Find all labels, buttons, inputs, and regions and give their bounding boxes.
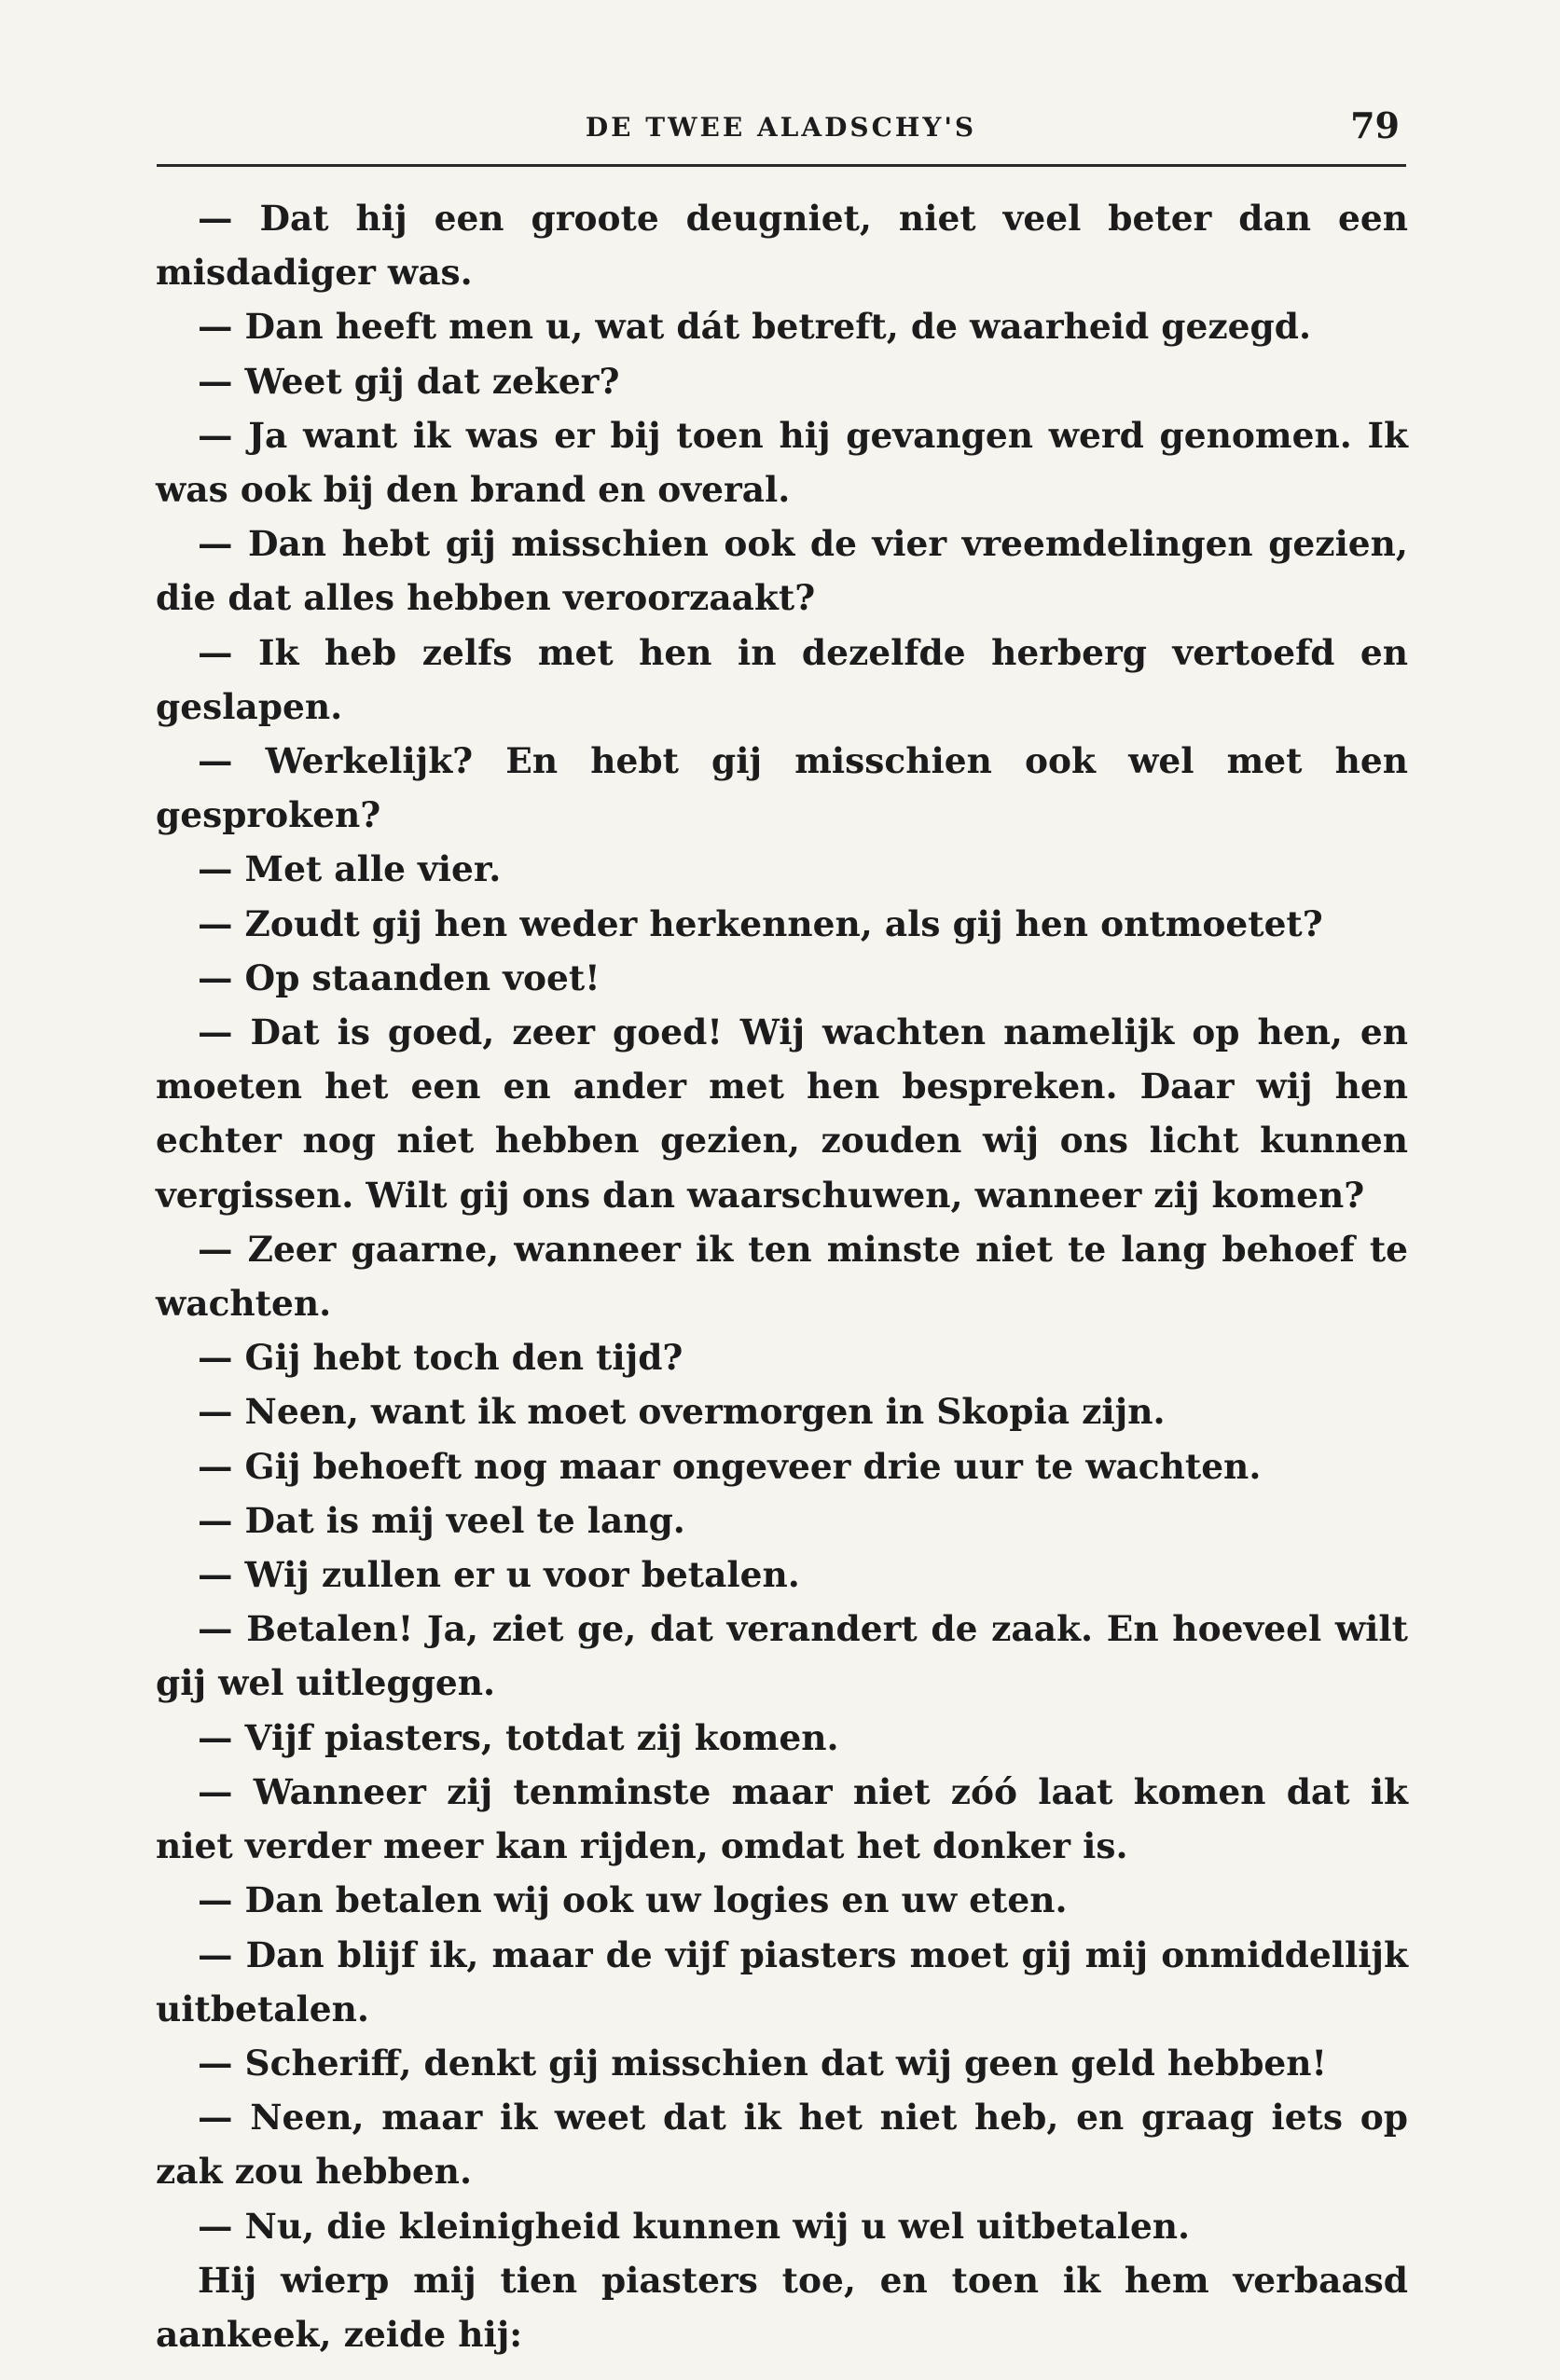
- paragraph: — Op staanden voet!: [198, 956, 601, 998]
- paragraph: — Wij zullen er u voor betalen.: [198, 1554, 800, 1596]
- body-text: [156, 191, 1408, 2361]
- paragraph: — Gij hebt toch den tijd?: [198, 1337, 683, 1379]
- paragraph: — Weet gij dat zeker?: [198, 360, 620, 402]
- paragraph: — Gij behoeft nog maar ongeveer drie uur te wachten.: [198, 1445, 1262, 1487]
- paragraph: — Dat is mij veel te lang.: [198, 1499, 685, 1541]
- paragraph: — Dat is goed, zeer goed! Wij wachten namelijk op hen, en moeten het een en ander met hen bespreken. Daar wij hen echter nog niet hebben gezien, zouden wij ons licht kunnen vergissen. Wilt gij ons dan waarschuwen, wanneer zij komen?: [156, 1011, 1408, 1216]
- paragraph: — Wanneer zij tenminste maar niet zóó laat komen dat ik niet verder meer kan rijden, omdat het donker is.: [156, 1770, 1408, 1867]
- paragraph: — Dat hij een groote deugniet, niet veel beter dan een misdadiger was.: [156, 198, 1408, 294]
- paragraph: — Betalen! Ja, ziet ge, dat verandert de zaak. En hoeveel wilt gij wel uitleggen.: [156, 1608, 1408, 1704]
- paragraph: — Dan betalen wij ook uw logies en uw eten.: [198, 1879, 1068, 1921]
- paragraph: — Scheriff, denkt gij misschien dat wij geen geld hebben!: [198, 2042, 1328, 2084]
- paragraph: — Zeer gaarne, wanneer ik ten minste niet te lang behoef te wachten.: [156, 1228, 1408, 1325]
- paragraph: Hij wierp mij tien piasters toe, en toen ik hem verbaasd aankeek, zeide hij:: [156, 2259, 1408, 2355]
- paragraph: — Dan heeft men u, wat dát betreft, de waarheid gezegd.: [198, 306, 1311, 348]
- paragraph: — Werkelijk? En hebt gij misschien ook wel met hen gesproken?: [156, 740, 1408, 836]
- paragraph: — Dan hebt gij misschien ook de vier vreemdelingen gezien, die dat alles hebben veroorzaakt?: [156, 523, 1408, 619]
- paragraph: — Met alle vier.: [198, 848, 502, 890]
- paragraph: — Ik heb zelfs met hen in dezelfde herberg vertoefd en geslapen.: [156, 631, 1408, 727]
- header-rule: [157, 164, 1406, 167]
- paragraph: — Dan blijf ik, maar de vijf piasters moet gij mij onmiddellijk uitbetalen.: [156, 1933, 1408, 2029]
- paragraph: — Vijf piasters, totdat zij komen.: [198, 1716, 839, 1758]
- running-title: DE TWEE ALADSCHY'S: [585, 112, 977, 143]
- paragraph: — Zoudt gij hen weder herkennen, als gij hen ontmoetet?: [198, 902, 1323, 944]
- paragraph: — Ja want ik was er bij toen hij gevangen werd genomen. Ik was ook bij den brand en overal.: [156, 414, 1408, 511]
- page-header: [159, 104, 1403, 160]
- paragraph: — Nu, die kleinigheid kunnen wij u wel uitbetalen.: [198, 2205, 1191, 2247]
- paragraph: — Neen, maar ik weet dat ik het niet heb, en graag iets op zak zou hebben.: [156, 2097, 1408, 2193]
- page-number: 79: [1350, 104, 1400, 146]
- paragraph: — Neen, want ik moet overmorgen in Skopia zijn.: [198, 1391, 1166, 1433]
